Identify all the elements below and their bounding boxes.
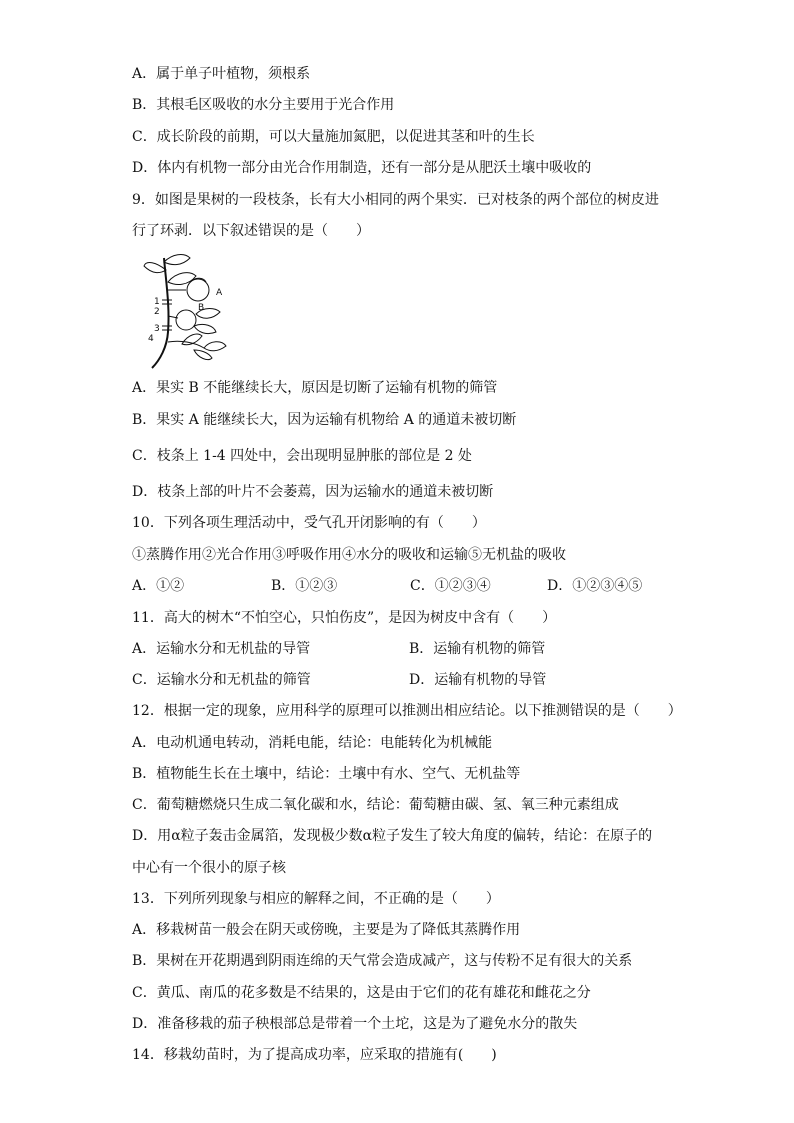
- q8-option-c: C．成长阶段的前期，可以大量施加氮肥，以促进其茎和叶的生长: [132, 129, 535, 145]
- q13-option-d: D．准备移栽的茄子秧根部总是带着一个土坨，这是为了避免水分的散失: [132, 1016, 578, 1032]
- q11-option-d: D．运输有机物的导管: [409, 672, 547, 688]
- figure-label-a: A: [216, 288, 223, 298]
- q11-option-b: B．运输有机物的筛管: [409, 641, 546, 657]
- q9-option-b: B．果实 A 能继续长大，因为运输有机物给 A 的通道未被切断: [132, 412, 517, 428]
- branch-illustration: [142, 252, 238, 370]
- q10-stem: 10．下列各项生理活动中，受气孔开闭影响的有（ ）: [132, 515, 486, 531]
- q10-items: ①蒸腾作用②光合作用③呼吸作用④水分的吸收和运输⑤无机盐的吸收: [132, 547, 566, 563]
- q11-option-a: A．运输水分和无机盐的导管: [132, 641, 311, 657]
- q12-option-c: C．葡萄糖燃烧只生成二氧化碳和水，结论：葡萄糖由碳、氢、氧三种元素组成: [132, 797, 619, 813]
- q12-option-a: A．电动机通电转动，消耗电能，结论：电能转化为机械能: [132, 735, 493, 751]
- q12-option-b: B．植物能生长在土壤中，结论：土壤中有水、空气、无机盐等: [132, 766, 521, 782]
- q8-option-a: A．属于单子叶植物，须根系: [132, 66, 311, 82]
- q10-option-d: D．①②③④⑤: [547, 578, 643, 594]
- q11-option-c: C．运输水分和无机盐的筛管: [132, 672, 311, 688]
- q9-option-c: C．枝条上 1-4 四处中，会出现明显肿胀的部位是 2 处: [132, 448, 472, 464]
- q9-stem-line2: 行了环剥．以下叙述错误的是（ ）: [132, 223, 370, 239]
- figure-label-4: 4: [148, 334, 154, 344]
- q9-stem-line1: 9．如图是果树的一段枝条，长有大小相同的两个果实．已对枝条的两个部位的树皮进: [132, 192, 659, 208]
- q10-option-a: A．①②: [132, 578, 185, 594]
- q12-option-d-line2: 中心有一个很小的原子核: [132, 860, 286, 876]
- figure-label-1: 1: [154, 297, 160, 307]
- q13-option-a: A．移栽树苗一般会在阴天或傍晚，主要是为了降低其蒸腾作用: [132, 922, 521, 938]
- figure-label-2: 2: [154, 307, 160, 317]
- q8-option-b: B．其根毛区吸收的水分主要用于光合作用: [132, 97, 395, 113]
- q9-option-a: A．果实 B 不能继续长大，原因是切断了运输有机物的筛管: [132, 380, 498, 396]
- figure-label-b: B: [198, 303, 205, 313]
- q9-option-d: D．枝条上部的叶片不会萎蔫，因为运输水的通道未被切断: [132, 484, 494, 500]
- q12-option-d-line1: D．用α粒子轰击金属箔，发现极少数α粒子发生了较大角度的偏转，结论：在原子的: [132, 828, 653, 844]
- q13-option-c: C．黄瓜、南瓜的花多数是不结果的，这是由于它们的花有雄花和雌花之分: [132, 985, 591, 1001]
- q11-stem: 11．高大的树木“不怕空心，只怕伤皮”，是因为树皮中含有（ ）: [132, 610, 557, 626]
- q10-option-c: C．①②③④: [410, 578, 491, 594]
- q12-stem: 12．根据一定的现象，应用科学的原理可以推测出相应结论。以下推测错误的是（ ）: [132, 703, 682, 719]
- figure-label-3: 3: [154, 324, 160, 334]
- q13-option-b: B．果树在开花期遇到阴雨连绵的天气常会造成减产，这与传粉不足有很大的关系: [132, 953, 633, 969]
- q13-stem: 13．下列所列现象与相应的解释之间，不正确的是（ ）: [132, 891, 500, 907]
- q14-stem: 14．移栽幼苗时，为了提高成功率，应采取的措施有( ): [132, 1047, 497, 1063]
- q8-option-d: D．体内有机物一部分由光合作用制造，还有一部分是从肥沃土壤中吸收的: [132, 160, 592, 176]
- q10-option-b: B．①②③: [271, 578, 338, 594]
